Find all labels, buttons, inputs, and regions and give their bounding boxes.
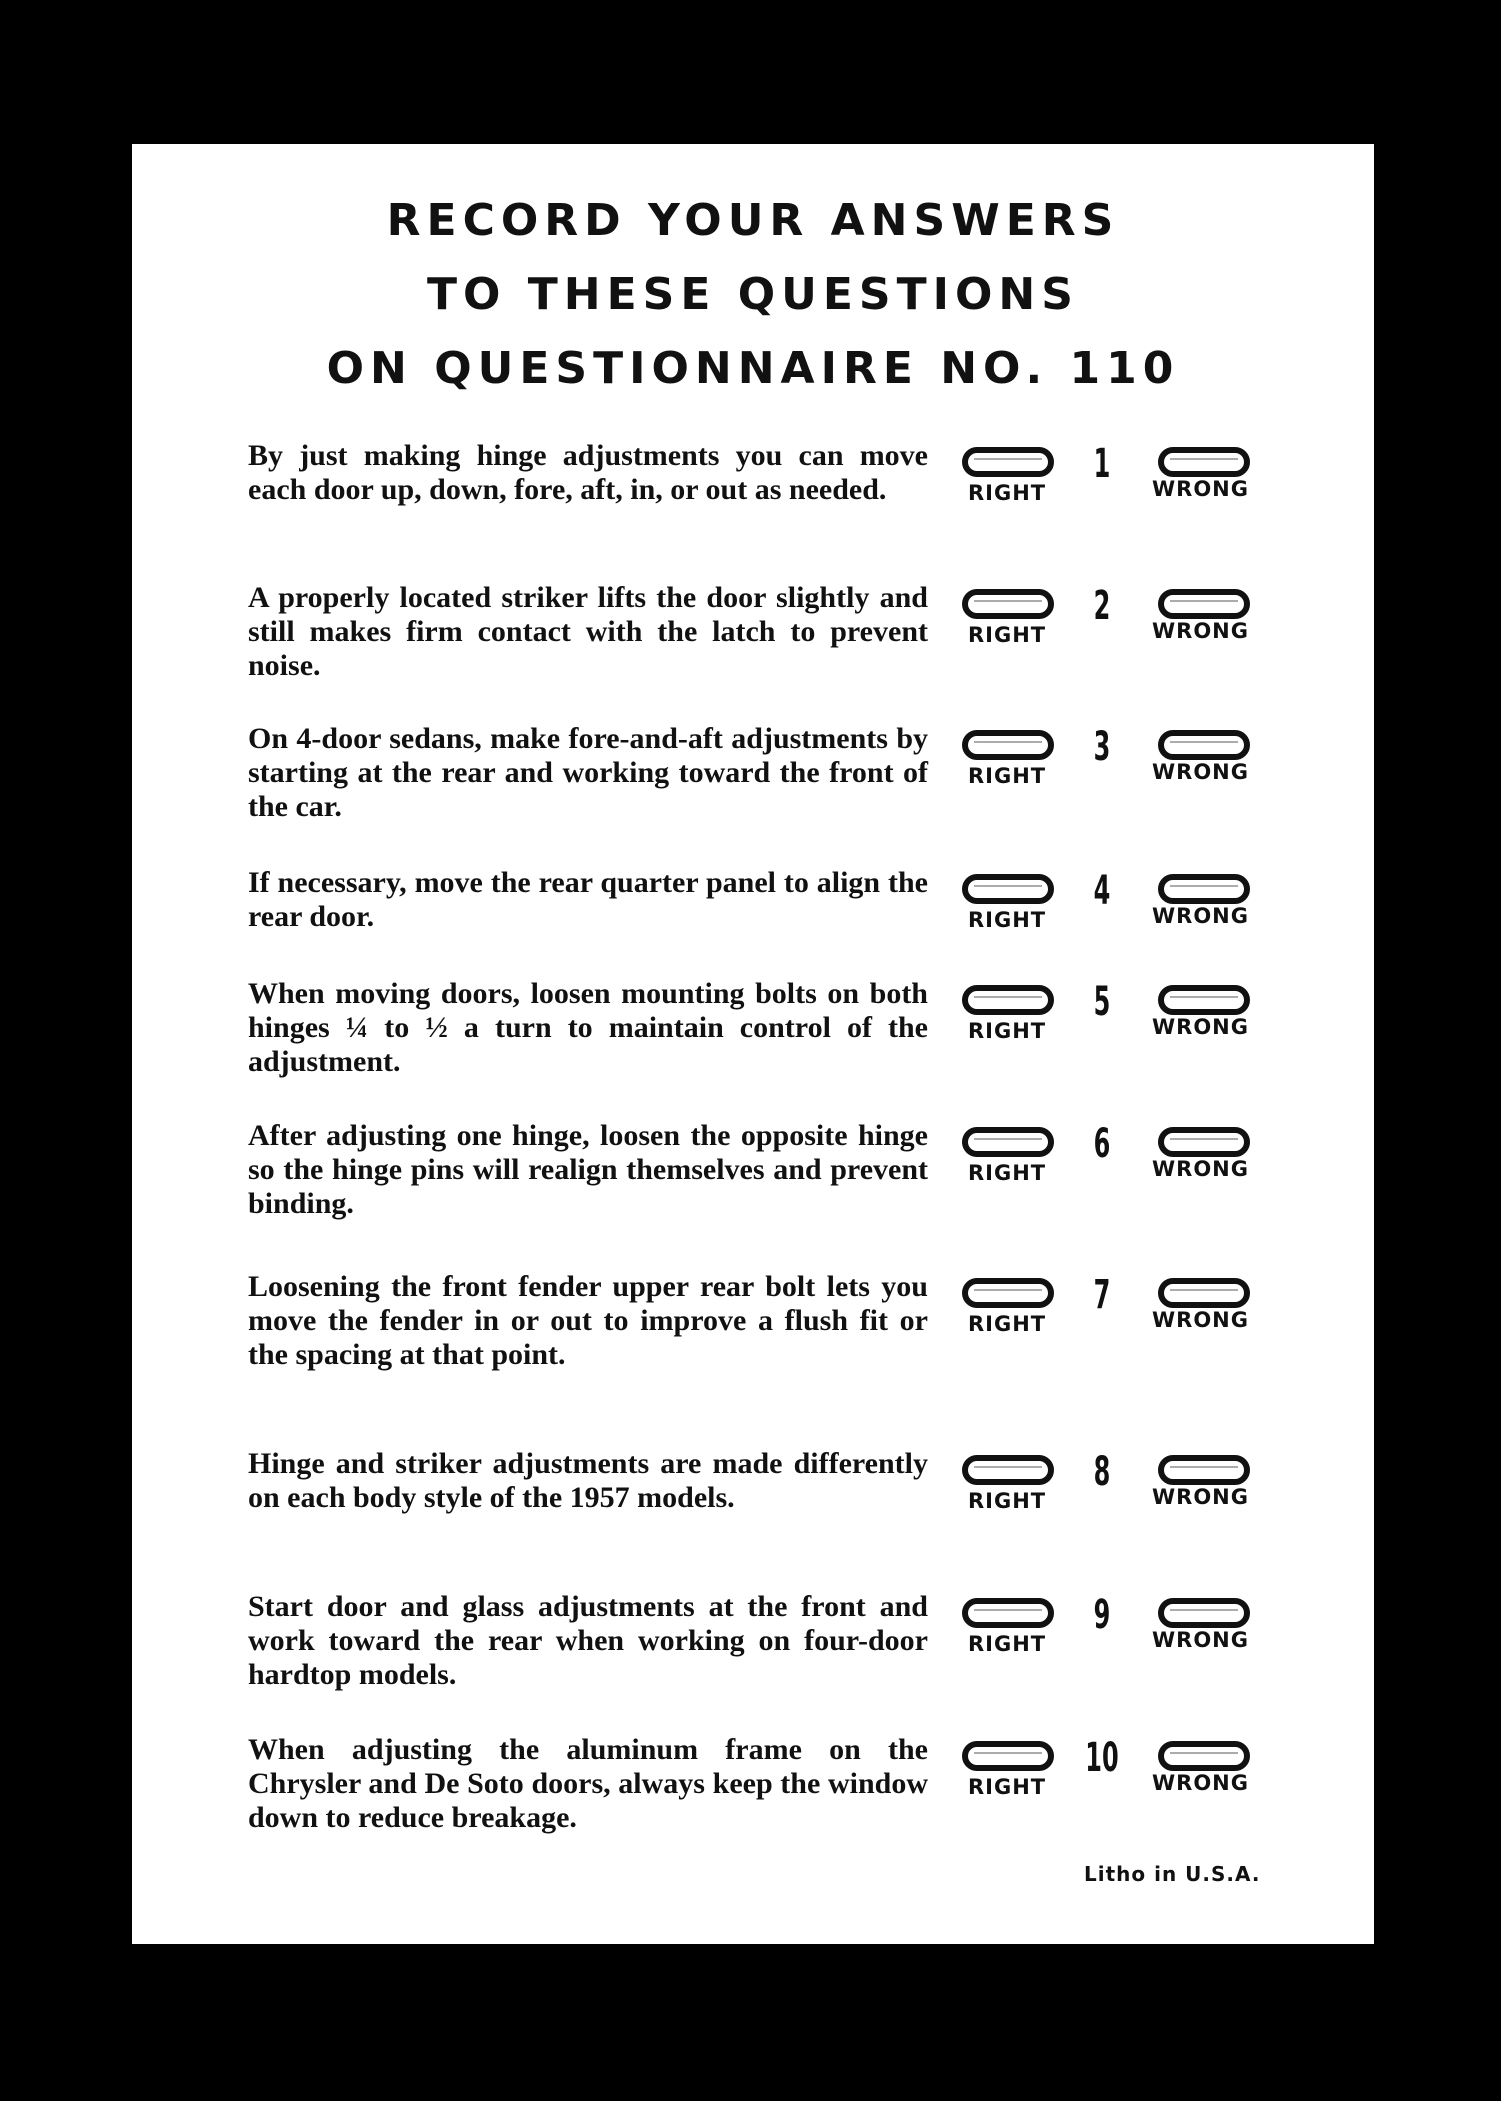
right-answer-bubble[interactable]	[962, 1455, 1054, 1485]
question-number: 5	[1093, 979, 1111, 1025]
right-label: RIGHT	[968, 1019, 1047, 1043]
question-text: When moving doors, loosen mounting bolts on both hinges ¼ to ½ a turn to maintain control of the adjustment.	[248, 977, 928, 1078]
question-number: 2	[1093, 583, 1111, 629]
wrong-answer-bubble[interactable]	[1158, 1598, 1250, 1628]
question-text: Start door and glass adjustments at the front and work toward the rear when working on four-door hardtop models.	[248, 1590, 928, 1691]
header-line-3: ON QUESTIONNAIRE NO. 110	[326, 343, 1180, 394]
right-label: RIGHT	[968, 1632, 1047, 1656]
right-answer-bubble[interactable]	[962, 730, 1054, 760]
wrong-answer-bubble[interactable]	[1158, 1741, 1250, 1771]
wrong-label: WRONG	[1152, 1157, 1249, 1181]
wrong-label: WRONG	[1152, 1485, 1249, 1509]
wrong-answer-bubble[interactable]	[1158, 447, 1250, 477]
question-number: 7	[1093, 1272, 1111, 1318]
right-answer-bubble[interactable]	[962, 874, 1054, 904]
right-label: RIGHT	[968, 1489, 1047, 1513]
wrong-answer-bubble[interactable]	[1158, 874, 1250, 904]
question-number: 10	[1085, 1735, 1119, 1781]
right-answer-bubble[interactable]	[962, 1741, 1054, 1771]
wrong-label: WRONG	[1152, 1771, 1249, 1795]
right-label: RIGHT	[968, 1161, 1047, 1185]
question-text: By just making hinge adjustments you can move each door up, down, fore, aft, in, or out as needed.	[248, 439, 928, 506]
right-answer-bubble[interactable]	[962, 1598, 1054, 1628]
question-number: 1	[1093, 441, 1111, 487]
header-line-1: RECORD YOUR ANSWERS	[386, 195, 1120, 246]
question-text: If necessary, move the rear quarter panel to align the rear door.	[248, 866, 928, 933]
question-number: 3	[1093, 724, 1111, 770]
right-answer-bubble[interactable]	[962, 447, 1054, 477]
wrong-answer-bubble[interactable]	[1158, 1127, 1250, 1157]
right-label: RIGHT	[968, 481, 1047, 505]
wrong-label: WRONG	[1152, 760, 1249, 784]
right-label: RIGHT	[968, 764, 1047, 788]
question-text: Hinge and striker adjustments are made differently on each body style of the 1957 models.	[248, 1447, 928, 1514]
right-answer-bubble[interactable]	[962, 1278, 1054, 1308]
wrong-answer-bubble[interactable]	[1158, 589, 1250, 619]
wrong-label: WRONG	[1152, 619, 1249, 643]
wrong-answer-bubble[interactable]	[1158, 1278, 1250, 1308]
right-label: RIGHT	[968, 1775, 1047, 1799]
answer-sheet	[132, 144, 1374, 1944]
right-label: RIGHT	[968, 908, 1047, 932]
question-number: 6	[1093, 1121, 1111, 1167]
question-number: 8	[1093, 1449, 1111, 1495]
right-answer-bubble[interactable]	[962, 985, 1054, 1015]
question-text: After adjusting one hinge, loosen the opposite hinge so the hinge pins will realign themselves and prevent binding.	[248, 1119, 928, 1220]
question-text: A properly located striker lifts the door slightly and still makes firm contact with the latch to prevent noise.	[248, 581, 928, 682]
right-answer-bubble[interactable]	[962, 1127, 1054, 1157]
question-text: Loosening the front fender upper rear bolt lets you move the fender in or out to improve a flush fit or the spacing at that point.	[248, 1270, 928, 1371]
right-label: RIGHT	[968, 623, 1047, 647]
wrong-label: WRONG	[1152, 1628, 1249, 1652]
print-credit: Litho in U.S.A.	[1084, 1862, 1261, 1886]
wrong-answer-bubble[interactable]	[1158, 730, 1250, 760]
wrong-answer-bubble[interactable]	[1158, 985, 1250, 1015]
right-label: RIGHT	[968, 1312, 1047, 1336]
question-number: 9	[1093, 1592, 1111, 1638]
sheet-header	[132, 184, 1374, 406]
question-text: On 4-door sedans, make fore-and-aft adjustments by starting at the rear and working toward the front of the car.	[248, 722, 928, 823]
wrong-label: WRONG	[1152, 1015, 1249, 1039]
header-line-2: TO THESE QUESTIONS	[427, 269, 1079, 320]
question-number: 4	[1093, 868, 1111, 914]
wrong-answer-bubble[interactable]	[1158, 1455, 1250, 1485]
wrong-label: WRONG	[1152, 1308, 1249, 1332]
wrong-label: WRONG	[1152, 477, 1249, 501]
question-text: When adjusting the aluminum frame on the Chrysler and De Soto doors, always keep the window down to reduce breakage.	[248, 1733, 928, 1834]
wrong-label: WRONG	[1152, 904, 1249, 928]
right-answer-bubble[interactable]	[962, 589, 1054, 619]
